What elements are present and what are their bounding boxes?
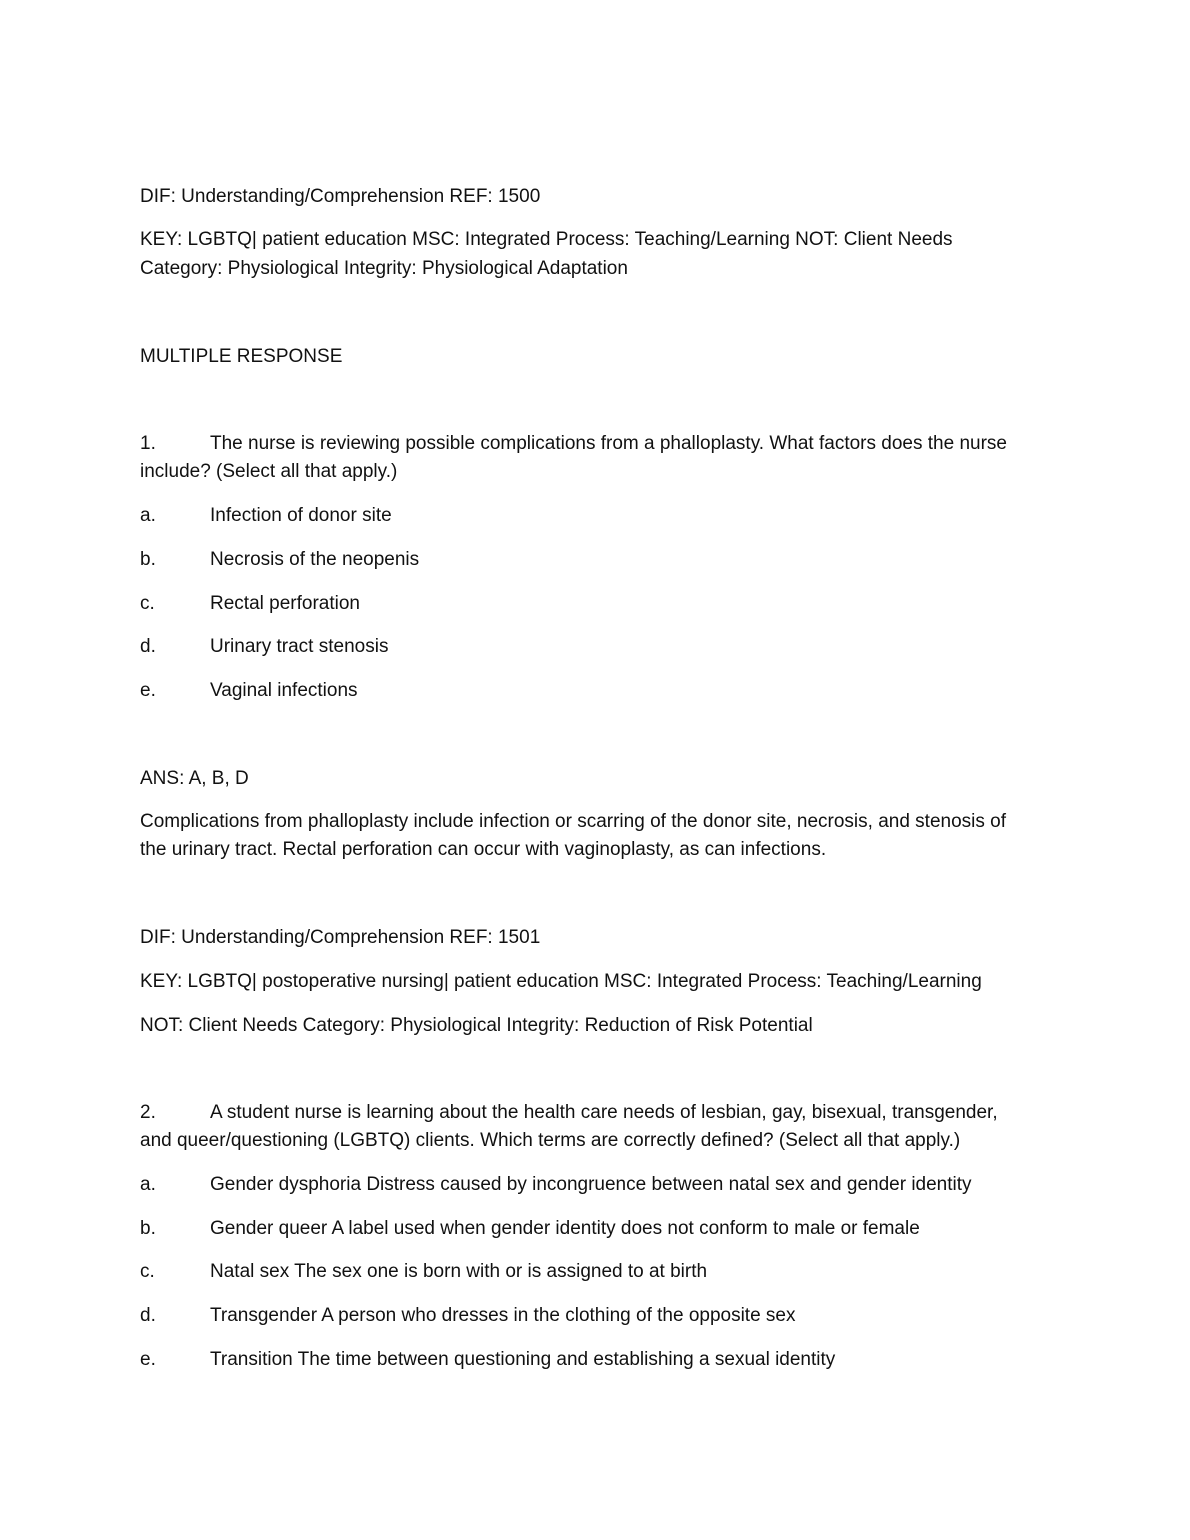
option-letter: a.	[140, 505, 156, 526]
option-letter: b.	[140, 1218, 156, 1239]
question-1-stem-line-2: include? (Select all that apply.)	[140, 461, 398, 482]
option-text: Necrosis of the neopenis	[210, 549, 420, 570]
option-text: Transgender A person who dresses in the clothing of the opposite sex	[210, 1305, 796, 1326]
option-letter: c.	[140, 593, 155, 614]
question-2-stem-line-2: and queer/questioning (LGBTQ) clients. Which terms are correctly defined? (Select all that apply.)	[140, 1130, 961, 1151]
question-1-answer: ANS: A, B, D	[140, 768, 249, 789]
option-text: Natal sex The sex one is born with or is assigned to at birth	[210, 1261, 708, 1282]
option-letter: d.	[140, 1305, 156, 1326]
question-1-number: 1.	[140, 433, 156, 454]
option-letter: d.	[140, 636, 156, 657]
option-text: Gender queer A label used when gender identity does not conform to male or female	[210, 1218, 920, 1239]
option-letter: e.	[140, 680, 156, 701]
question-2-number: 2.	[140, 1102, 156, 1123]
option-text: Infection of donor site	[210, 505, 392, 526]
question-1-rationale-line-2: the urinary tract. Rectal perforation can occur with vaginoplasty, as can infections.	[140, 839, 827, 860]
key-line-2: Category: Physiological Integrity: Physiological Adaptation	[140, 258, 628, 279]
question-1-rationale-line-1: Complications from phalloplasty include infection or scarring of the donor site, necrosis, and stenosis of	[140, 811, 1006, 832]
option-text: Urinary tract stenosis	[210, 636, 389, 657]
option-text: Gender dysphoria Distress caused by incongruence between natal sex and gender identity	[210, 1174, 972, 1195]
question-2-stem-text: A student nurse is learning about the health care needs of lesbian, gay, bisexual, transgender,	[210, 1102, 998, 1123]
option-letter: c.	[140, 1261, 155, 1282]
dif-line-1501: DIF: Understanding/Comprehension REF: 1501	[140, 927, 541, 948]
section-title: MULTIPLE RESPONSE	[140, 346, 343, 367]
option-letter: a.	[140, 1174, 156, 1195]
key-line-1: KEY: LGBTQ| patient education MSC: Integrated Process: Teaching/Learning NOT: Client Needs	[140, 229, 953, 250]
question-1-stem-line-1	[140, 430, 1050, 458]
question-1-key-line: KEY: LGBTQ| postoperative nursing| patient education MSC: Integrated Process: Teaching/Learning	[140, 971, 982, 992]
option-text: Transition The time between questioning and establishing a sexual identity	[210, 1349, 836, 1370]
question-2-stem-line-1	[140, 1099, 1050, 1127]
option-text: Rectal perforation	[210, 593, 360, 614]
option-letter: b.	[140, 549, 156, 570]
option-letter: e.	[140, 1349, 156, 1370]
question-1-not-line: NOT: Client Needs Category: Physiological Integrity: Reduction of Risk Potential	[140, 1015, 813, 1036]
option-text: Vaginal infections	[210, 680, 358, 701]
question-1-stem-text: The nurse is reviewing possible complications from a phalloplasty. What factors does the nurse	[210, 433, 1007, 454]
dif-line-1500: DIF: Understanding/Comprehension REF: 1500	[140, 186, 541, 207]
